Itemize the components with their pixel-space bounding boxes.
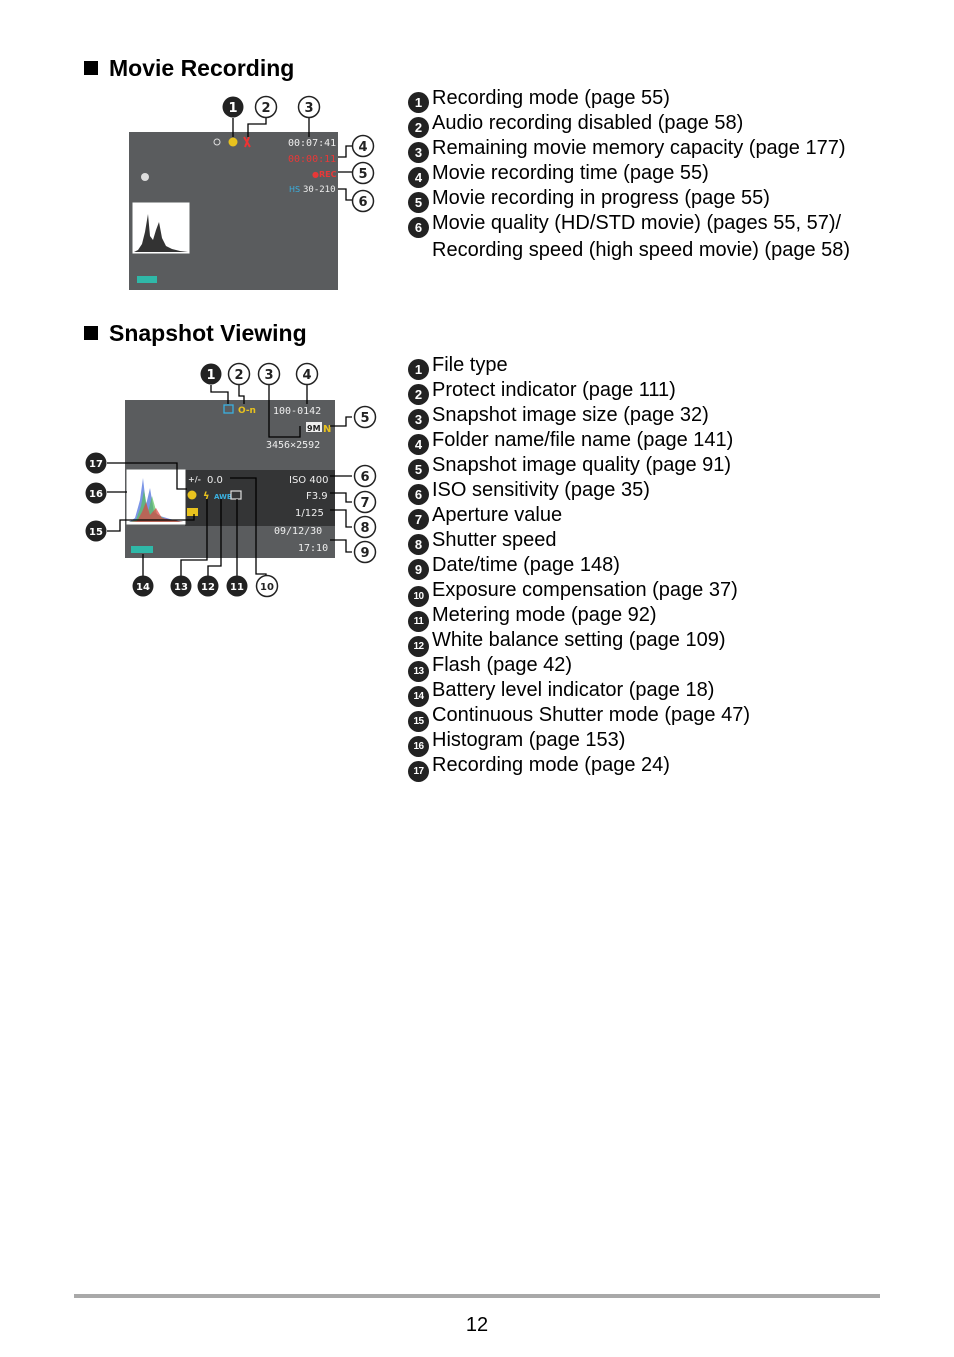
list-item: 6 ISO sensitivity (page 35) xyxy=(408,478,750,503)
list-item: 4 Movie recording time (page 55) xyxy=(408,161,878,186)
iso-value: ISO 400 xyxy=(289,475,329,486)
time-elapsed: 00:00:11 xyxy=(288,154,337,165)
time-value: 17:10 xyxy=(298,543,329,554)
svg-text:10: 10 xyxy=(260,582,274,593)
snapshot-screen-figure xyxy=(0,0,400,620)
folder-file-name: 100-0142 xyxy=(273,406,322,417)
svg-text:2: 2 xyxy=(234,368,244,383)
time-remaining: 00:07:41 xyxy=(288,138,337,149)
protect-icon: O-n xyxy=(238,406,256,416)
list-item: 4 Folder name/file name (page 141) xyxy=(408,428,750,453)
list-item: 5 Snapshot image quality (page 91) xyxy=(408,453,750,478)
svg-text:4: 4 xyxy=(302,368,312,383)
svg-text:8: 8 xyxy=(360,521,370,536)
quality-hs: HS xyxy=(289,185,301,194)
quality-value: 30-210 xyxy=(303,185,336,195)
snapshot-battery-icon xyxy=(131,546,153,553)
svg-text:6: 6 xyxy=(358,195,368,210)
exposure-value: 0.0 xyxy=(207,475,223,486)
svg-text:6: 6 xyxy=(360,470,370,485)
svg-text:15: 15 xyxy=(89,527,103,538)
list-item: 3 Remaining movie memory capacity (page 177) xyxy=(408,136,878,161)
snapshot-mode-icon xyxy=(188,491,197,500)
aperture-value: F3.9 xyxy=(306,491,328,502)
quality-letter: N xyxy=(323,424,332,435)
list-item: 3 Snapshot image size (page 32) xyxy=(408,403,750,428)
list-item: 2 Audio recording disabled (page 58) xyxy=(408,111,878,136)
list-item: 5 Movie recording in progress (page 55) xyxy=(408,186,878,211)
list-item: 11 Metering mode (page 92) xyxy=(408,603,750,628)
svg-text:9: 9 xyxy=(360,546,370,561)
shutter-value: 1/125 xyxy=(295,508,324,519)
svg-text:4: 4 xyxy=(358,140,368,155)
size-badge: 9M xyxy=(307,424,321,433)
resolution: 3456×2592 xyxy=(266,440,321,451)
svg-text:5: 5 xyxy=(358,167,368,182)
svg-text:3: 3 xyxy=(304,101,314,116)
movie-section-title: Movie Recording xyxy=(84,57,294,80)
list-item: 13 Flash (page 42) xyxy=(408,653,750,678)
list-item: 1 File type xyxy=(408,353,750,378)
list-item: 9 Date/time (page 148) xyxy=(408,553,750,578)
list-item: 12 White balance setting (page 109) xyxy=(408,628,750,653)
list-item: 6 Movie quality (HD/STD movie) (pages 55, 57)/ Recording speed (high speed movie) (page 58) xyxy=(408,211,878,263)
flash-icon: ϟ xyxy=(203,491,210,502)
svg-text:14: 14 xyxy=(136,582,150,593)
footer-rule xyxy=(74,1294,880,1298)
wb-indicator: AWB xyxy=(214,493,233,501)
list-item: 7 Aperture value xyxy=(408,503,750,528)
date-value: 09/12/30 xyxy=(274,526,323,537)
page-number: 12 xyxy=(465,1314,489,1336)
svg-text:5: 5 xyxy=(360,411,370,426)
svg-text:7: 7 xyxy=(360,496,370,511)
ev-icon: +/- xyxy=(188,475,201,484)
list-item: 16 Histogram (page 153) xyxy=(408,728,750,753)
list-item: 10 Exposure compensation (page 37) xyxy=(408,578,750,603)
svg-text:17: 17 xyxy=(89,459,103,470)
continuous-shutter-icon xyxy=(187,508,198,516)
list-item: 2 Protect indicator (page 111) xyxy=(408,378,750,403)
rec-indicator: ●REC xyxy=(312,170,337,179)
list-item: 1 Recording mode (page 55) xyxy=(408,86,878,111)
snapshot-legend-list xyxy=(408,353,750,778)
list-item: 15 Continuous Shutter mode (page 47) xyxy=(408,703,750,728)
svg-text:1: 1 xyxy=(228,101,238,116)
list-item: 14 Battery level indicator (page 18) xyxy=(408,678,750,703)
movie-legend-list xyxy=(408,86,878,263)
svg-text:2: 2 xyxy=(261,101,271,116)
svg-text:12: 12 xyxy=(201,582,215,593)
svg-text:13: 13 xyxy=(174,582,188,593)
svg-text:11: 11 xyxy=(230,582,244,593)
list-item: 17 Recording mode (page 24) xyxy=(408,753,750,778)
svg-text:3: 3 xyxy=(264,368,274,383)
snapshot-section-title: Snapshot Viewing xyxy=(84,322,307,345)
list-item: 8 Shutter speed xyxy=(408,528,750,553)
svg-text:16: 16 xyxy=(89,489,103,500)
svg-text:1: 1 xyxy=(206,368,216,383)
